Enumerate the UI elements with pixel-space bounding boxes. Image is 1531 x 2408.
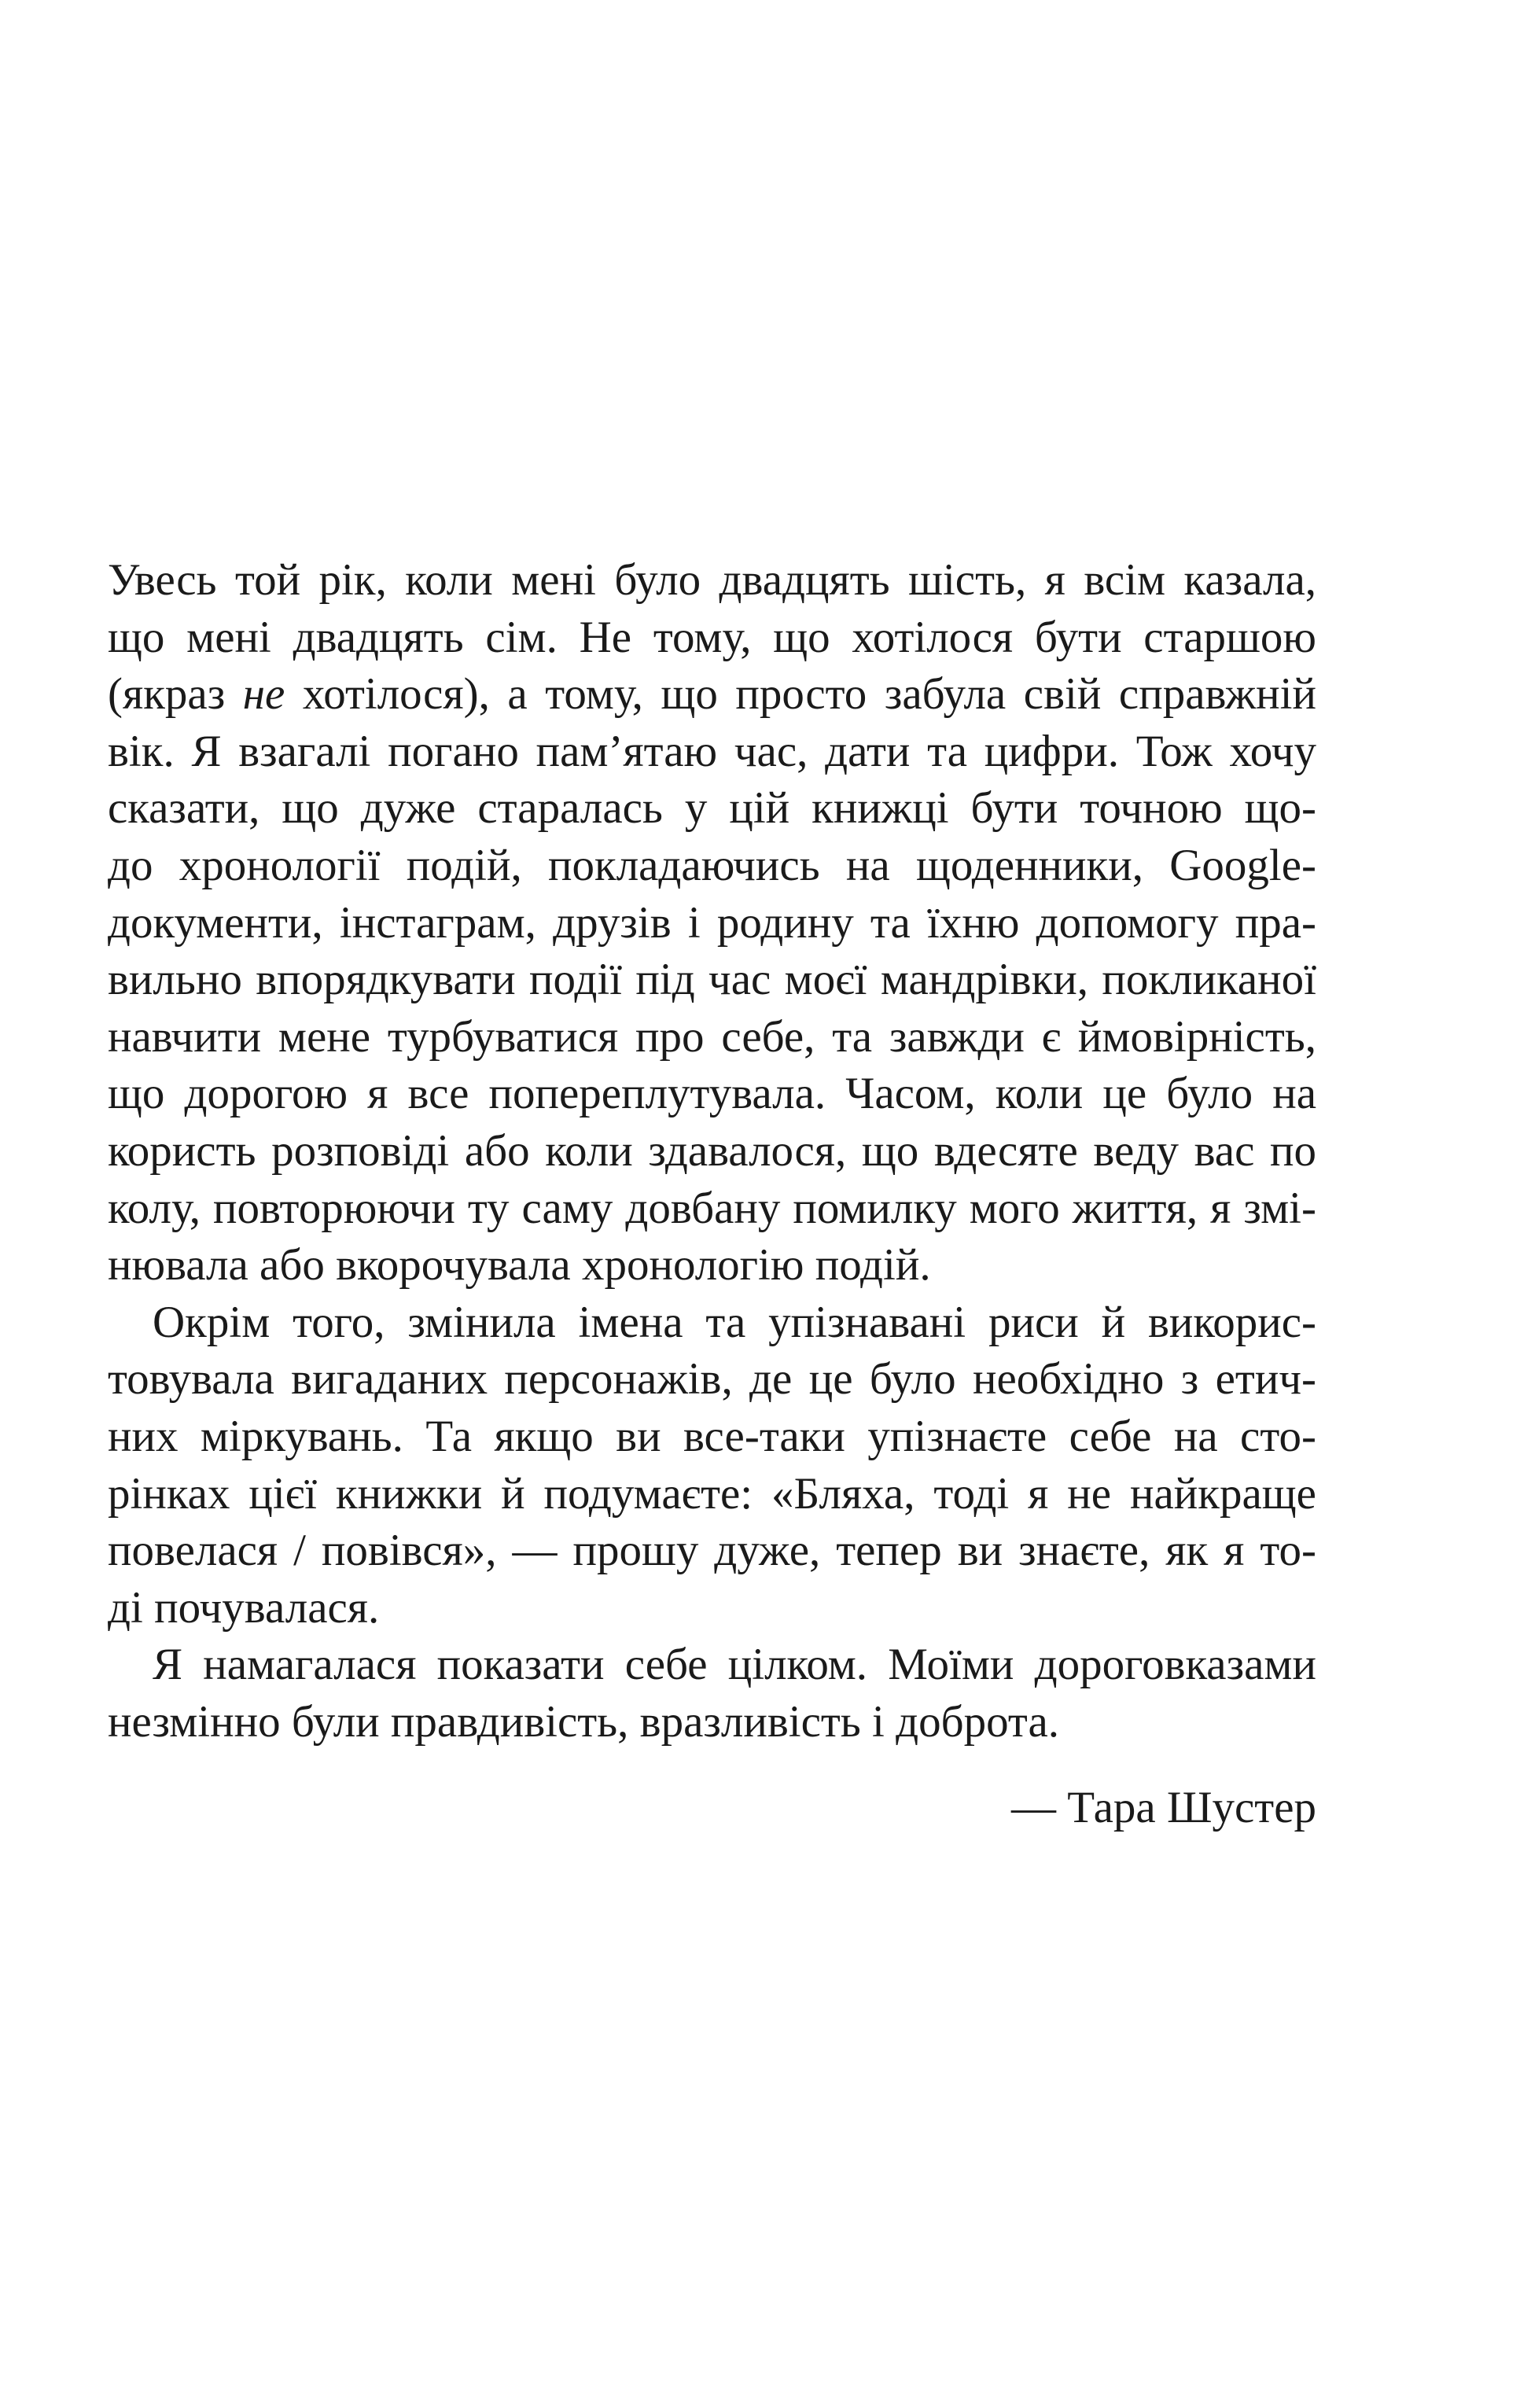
text-line: вильно впорядкувати події під час моєї мандрівки, покликаної [108, 955, 1316, 1005]
text-line: Я намагалася показати себе цілком. Моїми дороговказами [153, 1640, 1316, 1690]
text-line: колу, повторюючи ту саму довбану помилку мого життя, я змі- [108, 1183, 1316, 1233]
text-line: вік. Я взагалі погано пам’ятаю час, дати та цифри. Тож хочу [108, 726, 1316, 776]
text-line: до хронології подій, покладаючись на щоденники, Google- [108, 840, 1316, 890]
text-line: рінках цієї книжки й подумаєте: «Бляха, тоді я не найкраще [108, 1468, 1316, 1519]
text-line: Увесь той рік, коли мені було двадцять шість, я всім казала, [108, 555, 1316, 605]
author-signature: — Тара Шустер [1010, 1783, 1316, 1832]
text-line [108, 666, 1316, 724]
text-line: що мені двадцять сім. Не тому, що хотілося бути старшою [108, 612, 1316, 662]
text-line: користь розповіді або коли здавалося, що вдесяте веду вас по [108, 1125, 1316, 1176]
text-line: незмінно були правдивість, вразливість і доброта. [108, 1696, 1060, 1747]
text-line: Окрім того, змінила імена та упізнавані риси й викорис- [153, 1297, 1316, 1347]
text-line: товувала вигаданих персонажів, де це було необхідно з етич- [108, 1354, 1316, 1405]
text-line: документи, інстаграм, друзів і родину та їхню допомогу пра- [108, 897, 1316, 948]
text-fragment: хотілося), а тому, що просто забула свій справжній [285, 669, 1316, 720]
text-line: нювала або вкорочувала хронологію подій. [108, 1240, 931, 1291]
text-line: навчити мене турбуватися про себе, та завжди є ймовірність, [108, 1011, 1316, 1062]
text-line: ді почувалася. [108, 1582, 380, 1633]
text-line: них міркувань. Та якщо ви все-таки упізнаєте себе на сто- [108, 1411, 1316, 1461]
text-fragment: (якраз [108, 669, 243, 720]
text-line: повелася / повівся», — прошу дуже, тепер ви знаєте, як я то- [108, 1526, 1316, 1576]
text-line: що дорогою я все попереплутувала. Часом, коли це було на [108, 1069, 1316, 1119]
text-line: сказати, що дуже старалась у цій книжці бути точною що- [108, 783, 1316, 834]
author-note-text [108, 552, 1316, 1751]
italic-emphasis: не [242, 669, 285, 720]
